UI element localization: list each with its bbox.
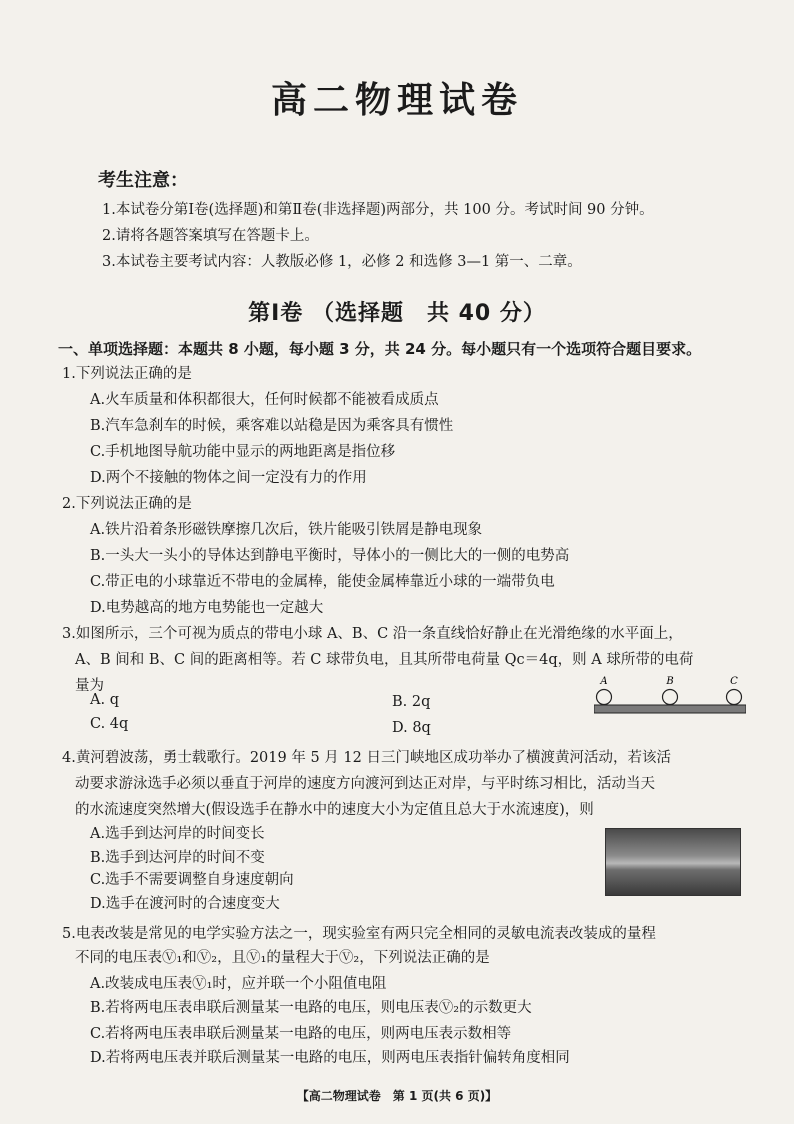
question-4-option-c: C.选手不需要调整自身速度朝向	[90, 872, 294, 888]
question-3-stem-line3: 量为	[75, 678, 104, 694]
section-instruction: 一、单项选择题：本题共 8 小题，每小题 3 分，共 24 分。每小题只有一个选项符合题目要求。	[58, 340, 702, 358]
question-1-stem: 1.下列说法正确的是	[62, 366, 192, 382]
question-3-option-d: D. 8q	[392, 720, 431, 736]
horizontal-surface	[594, 705, 746, 713]
ball-c	[727, 690, 742, 705]
question-1-option-a: A.火车质量和体积都很大，任何时候都不能被看成质点	[90, 392, 439, 408]
question-3-option-a: A. q	[90, 692, 119, 708]
question-1-option-c: C.手机地图导航功能中显示的两地距离是指位移	[90, 444, 396, 460]
ball-a	[597, 690, 612, 705]
question-2-option-a: A.铁片沿着条形磁铁摩擦几次后，铁片能吸引铁屑是静电现象	[90, 522, 483, 538]
page-title: 高二物理试卷	[270, 80, 523, 121]
question-4-stem: 4.黄河碧波荡，勇士载歌行。2019 年 5 月 12 日三门峡地区成功举办了横渡黄河活动，若该活	[62, 750, 671, 766]
three-balls-figure	[594, 676, 746, 718]
section-title: 第Ⅰ卷 （选择题 共 40 分）	[248, 301, 546, 326]
question-3-stem: 3.如图所示，三个可视为质点的带电小球 A、B、C 沿一条直线恰好静止在光滑绝缘的水平面上，	[62, 626, 683, 642]
notice-item: 2.请将各题答案填写在答题卡上。	[102, 228, 319, 244]
question-5-option-a: A.改装成电压表Ⓥ₁时，应并联一个小阻值电阻	[90, 976, 387, 992]
ball-b	[663, 690, 678, 705]
question-3-option-b: B. 2q	[392, 694, 431, 710]
question-1-option-d: D.两个不接触的物体之间一定没有力的作用	[90, 470, 367, 486]
question-4-stem-line2: 动要求游泳选手必须以垂直于河岸的速度方向渡河到达正对岸，与平时练习相比，活动当天	[75, 776, 655, 792]
question-3-option-c: C. 4q	[90, 716, 129, 732]
notice-item: 1.本试卷分第Ⅰ卷(选择题)和第Ⅱ卷(非选择题)两部分，共 100 分。考试时间 90 分钟。	[102, 202, 654, 218]
question-4-option-d: D.选手在渡河时的合速度变大	[90, 896, 280, 912]
yellow-river-photo	[605, 828, 741, 896]
question-5-option-c: C.若将两电压表串联后测量某一电路的电压，则两电压表示数相等	[90, 1026, 512, 1042]
question-4-option-b: B.选手到达河岸的时间不变	[90, 850, 265, 866]
question-2-option-d: D.电势越高的地方电势能也一定越大	[90, 600, 324, 616]
question-3-stem-line2: A、B 间和 B、C 间的距离相等。若 C 球带负电，且其所带电荷量 Qc＝4q，则 A 球所带的电荷	[75, 652, 694, 668]
question-4-option-a: A.选手到达河岸的时间变长	[90, 826, 265, 842]
question-5-option-b: B.若将两电压表串联后测量某一电路的电压，则电压表Ⓥ₂的示数更大	[90, 1000, 532, 1016]
page-footer: 【高二物理试卷 第 1 页(共 6 页)】	[296, 1089, 498, 1103]
question-5-stem: 5.电表改装是常见的电学实验方法之一，现实验室有两只完全相同的灵敏电流表改装成的量程	[62, 926, 656, 942]
figure-label-a: A	[600, 676, 608, 687]
figure-label-c: C	[730, 676, 738, 687]
question-2-option-c: C.带正电的小球靠近不带电的金属棒，能使金属棒靠近小球的一端带负电	[90, 574, 555, 590]
notice-item: 3.本试卷主要考试内容：人教版必修 1，必修 2 和选修 3—1 第一、二章。	[102, 254, 582, 270]
question-5-option-d: D.若将两电压表并联后测量某一电路的电压，则两电压表指针偏转角度相同	[90, 1050, 570, 1066]
question-2-option-b: B.一头大一头小的导体达到静电平衡时，导体小的一侧比大的一侧的电势高	[90, 548, 570, 564]
figure-label-b: B	[666, 676, 674, 687]
question-2-stem: 2.下列说法正确的是	[62, 496, 192, 512]
question-4-stem-line3: 的水流速度突然增大(假设选手在静水中的速度大小为定值且总大于水流速度)，则	[75, 802, 594, 818]
notice-heading: 考生注意：	[98, 170, 188, 191]
question-5-stem-line2: 不同的电压表Ⓥ₁和Ⓥ₂，且Ⓥ₁的量程大于Ⓥ₂，下列说法正确的是	[75, 950, 490, 966]
question-1-option-b: B.汽车急刹车的时候，乘客难以站稳是因为乘客具有惯性	[90, 418, 454, 434]
